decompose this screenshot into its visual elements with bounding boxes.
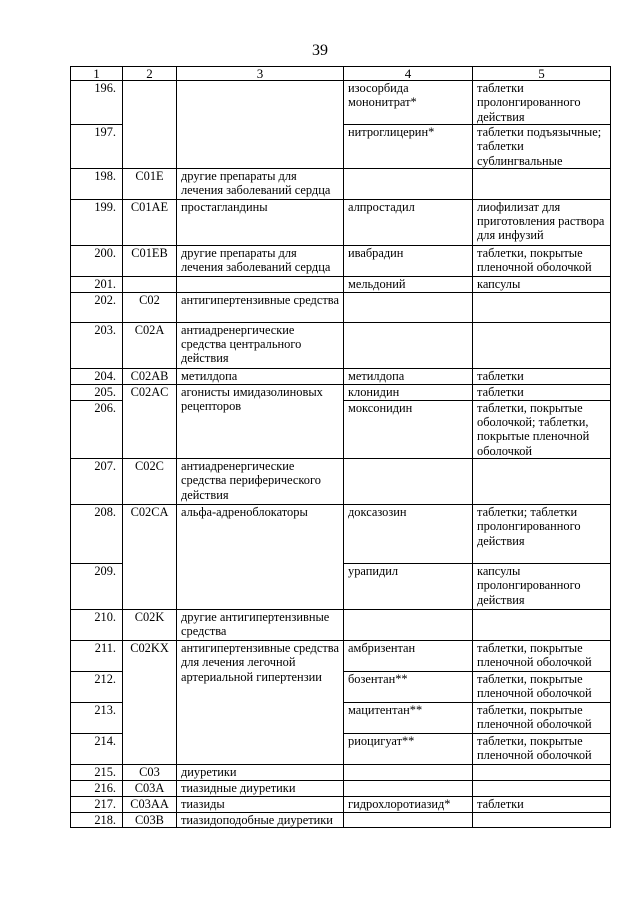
cell-num: 209. <box>71 564 123 610</box>
cell-drug <box>344 168 473 199</box>
cell-drug: риоцигуат** <box>344 734 473 765</box>
cell-name: агонисты имидазолиновых рецепторов <box>177 384 344 458</box>
table-row <box>71 797 611 813</box>
cell-num: 196. <box>71 81 123 125</box>
cell-name: другие антигипертензивные средства <box>177 610 344 641</box>
cell-atc <box>123 276 177 292</box>
cell-num: 201. <box>71 276 123 292</box>
cell-name: диуретики <box>177 765 344 781</box>
cell-name: тиазидные диуретики <box>177 781 344 797</box>
cell-drug: ивабрадин <box>344 245 473 276</box>
cell-form: таблетки подъязычные; таблетки сублингвальные <box>473 125 611 169</box>
cell-form <box>473 813 611 828</box>
cell-form: капсулы <box>473 276 611 292</box>
cell-name: другие препараты для лечения заболеваний сердца <box>177 168 344 199</box>
cell-atc: C02CA <box>123 505 177 610</box>
cell-name: тиазидоподобные диуретики <box>177 813 344 828</box>
cell-drug: амбризентан <box>344 641 473 672</box>
cell-form <box>473 610 611 641</box>
cell-name: антигипертензивные средства <box>177 292 344 322</box>
cell-name: метилдопа <box>177 368 344 384</box>
cell-atc: C03B <box>123 813 177 828</box>
cell-num: 214. <box>71 734 123 765</box>
table-row <box>71 813 611 828</box>
table-row <box>71 368 611 384</box>
table-row <box>71 322 611 368</box>
cell-num: 218. <box>71 813 123 828</box>
cell-name: антиадренергические средства центрального действия <box>177 322 344 368</box>
cell-num: 198. <box>71 168 123 199</box>
cell-form: таблетки <box>473 797 611 813</box>
cell-drug: мельдоний <box>344 276 473 292</box>
cell-num: 217. <box>71 797 123 813</box>
cell-atc: C02KX <box>123 641 177 765</box>
cell-form: таблетки <box>473 368 611 384</box>
cell-num: 200. <box>71 245 123 276</box>
cell-form <box>473 459 611 505</box>
cell-name <box>177 81 344 169</box>
table-row <box>71 765 611 781</box>
table-row <box>71 610 611 641</box>
cell-atc: C01EB <box>123 245 177 276</box>
table-row <box>71 81 611 125</box>
cell-num: 210. <box>71 610 123 641</box>
cell-drug <box>344 459 473 505</box>
header-col-2: 2 <box>123 67 177 81</box>
cell-name: тиазиды <box>177 797 344 813</box>
cell-num: 215. <box>71 765 123 781</box>
cell-drug <box>344 292 473 322</box>
cell-form: таблетки, покрытые пленочной оболочкой <box>473 641 611 672</box>
cell-num: 197. <box>71 125 123 169</box>
header-col-4: 4 <box>344 67 473 81</box>
cell-form <box>473 168 611 199</box>
table-row <box>71 505 611 564</box>
cell-drug: клонидин <box>344 384 473 400</box>
cell-atc: C03AA <box>123 797 177 813</box>
cell-name: антиадренергические средства периферического действия <box>177 459 344 505</box>
cell-name: альфа-адреноблокаторы <box>177 505 344 610</box>
table-row <box>71 292 611 322</box>
table-row <box>71 781 611 797</box>
cell-num: 206. <box>71 400 123 458</box>
table-row <box>71 384 611 400</box>
table-body <box>71 81 611 828</box>
page-number: 39 <box>312 42 328 59</box>
cell-drug <box>344 765 473 781</box>
cell-name <box>177 276 344 292</box>
cell-num: 216. <box>71 781 123 797</box>
cell-drug <box>344 610 473 641</box>
header-col-3: 3 <box>177 67 344 81</box>
cell-atc: C03 <box>123 765 177 781</box>
cell-form: таблетки, покрытые пленочной оболочкой <box>473 245 611 276</box>
cell-atc <box>123 81 177 169</box>
cell-atc: C02K <box>123 610 177 641</box>
cell-form: таблетки, покрытые пленочной оболочкой <box>473 734 611 765</box>
cell-drug: моксонидин <box>344 400 473 458</box>
cell-atc: C02AB <box>123 368 177 384</box>
cell-form <box>473 765 611 781</box>
cell-drug: метилдопа <box>344 368 473 384</box>
table-row <box>71 245 611 276</box>
cell-form <box>473 781 611 797</box>
cell-num: 199. <box>71 199 123 245</box>
cell-drug: доксазозин <box>344 505 473 564</box>
cell-atc: C02C <box>123 459 177 505</box>
cell-atc: C01AE <box>123 199 177 245</box>
cell-num: 208. <box>71 505 123 564</box>
cell-name: простагландины <box>177 199 344 245</box>
cell-form: таблетки <box>473 384 611 400</box>
cell-form: таблетки, покрытые пленочной оболочкой <box>473 672 611 703</box>
cell-num: 203. <box>71 322 123 368</box>
cell-drug <box>344 813 473 828</box>
cell-num: 202. <box>71 292 123 322</box>
cell-atc: C01E <box>123 168 177 199</box>
cell-form: таблетки; таблетки пролонгированного действия <box>473 505 611 564</box>
cell-drug <box>344 781 473 797</box>
table-row <box>71 276 611 292</box>
header-col-5: 5 <box>473 67 611 81</box>
cell-drug: гидрохлоротиазид* <box>344 797 473 813</box>
cell-atc: C02AC <box>123 384 177 458</box>
medication-table <box>70 66 611 828</box>
cell-num: 204. <box>71 368 123 384</box>
table-row <box>71 168 611 199</box>
cell-form: таблетки пролонгированного действия <box>473 81 611 125</box>
cell-num: 212. <box>71 672 123 703</box>
cell-form: капсулы пролонгированного действия <box>473 564 611 610</box>
cell-form: лиофилизат для приготовления раствора для инфузий <box>473 199 611 245</box>
cell-atc: C03A <box>123 781 177 797</box>
table-row <box>71 641 611 672</box>
header-col-1: 1 <box>71 67 123 81</box>
cell-drug: мацитентан** <box>344 703 473 734</box>
cell-drug: урапидил <box>344 564 473 610</box>
cell-form <box>473 292 611 322</box>
cell-num: 213. <box>71 703 123 734</box>
cell-name: антигипертензивные средства для лечения легочной артериальной гипертензии <box>177 641 344 765</box>
cell-drug: нитроглицерин* <box>344 125 473 169</box>
cell-drug: бозентан** <box>344 672 473 703</box>
table-row <box>71 199 611 245</box>
cell-drug: изосорбида мононитрат* <box>344 81 473 125</box>
cell-num: 205. <box>71 384 123 400</box>
cell-drug: алпростадил <box>344 199 473 245</box>
cell-drug <box>344 322 473 368</box>
cell-num: 211. <box>71 641 123 672</box>
cell-atc: C02A <box>123 322 177 368</box>
table-row <box>71 459 611 505</box>
cell-form <box>473 322 611 368</box>
cell-num: 207. <box>71 459 123 505</box>
cell-atc: C02 <box>123 292 177 322</box>
cell-form: таблетки, покрытые оболочкой; таблетки, покрытые пленочной оболочкой <box>473 400 611 458</box>
cell-name: другие препараты для лечения заболеваний сердца <box>177 245 344 276</box>
cell-form: таблетки, покрытые пленочной оболочкой <box>473 703 611 734</box>
table-header-row <box>71 67 611 81</box>
